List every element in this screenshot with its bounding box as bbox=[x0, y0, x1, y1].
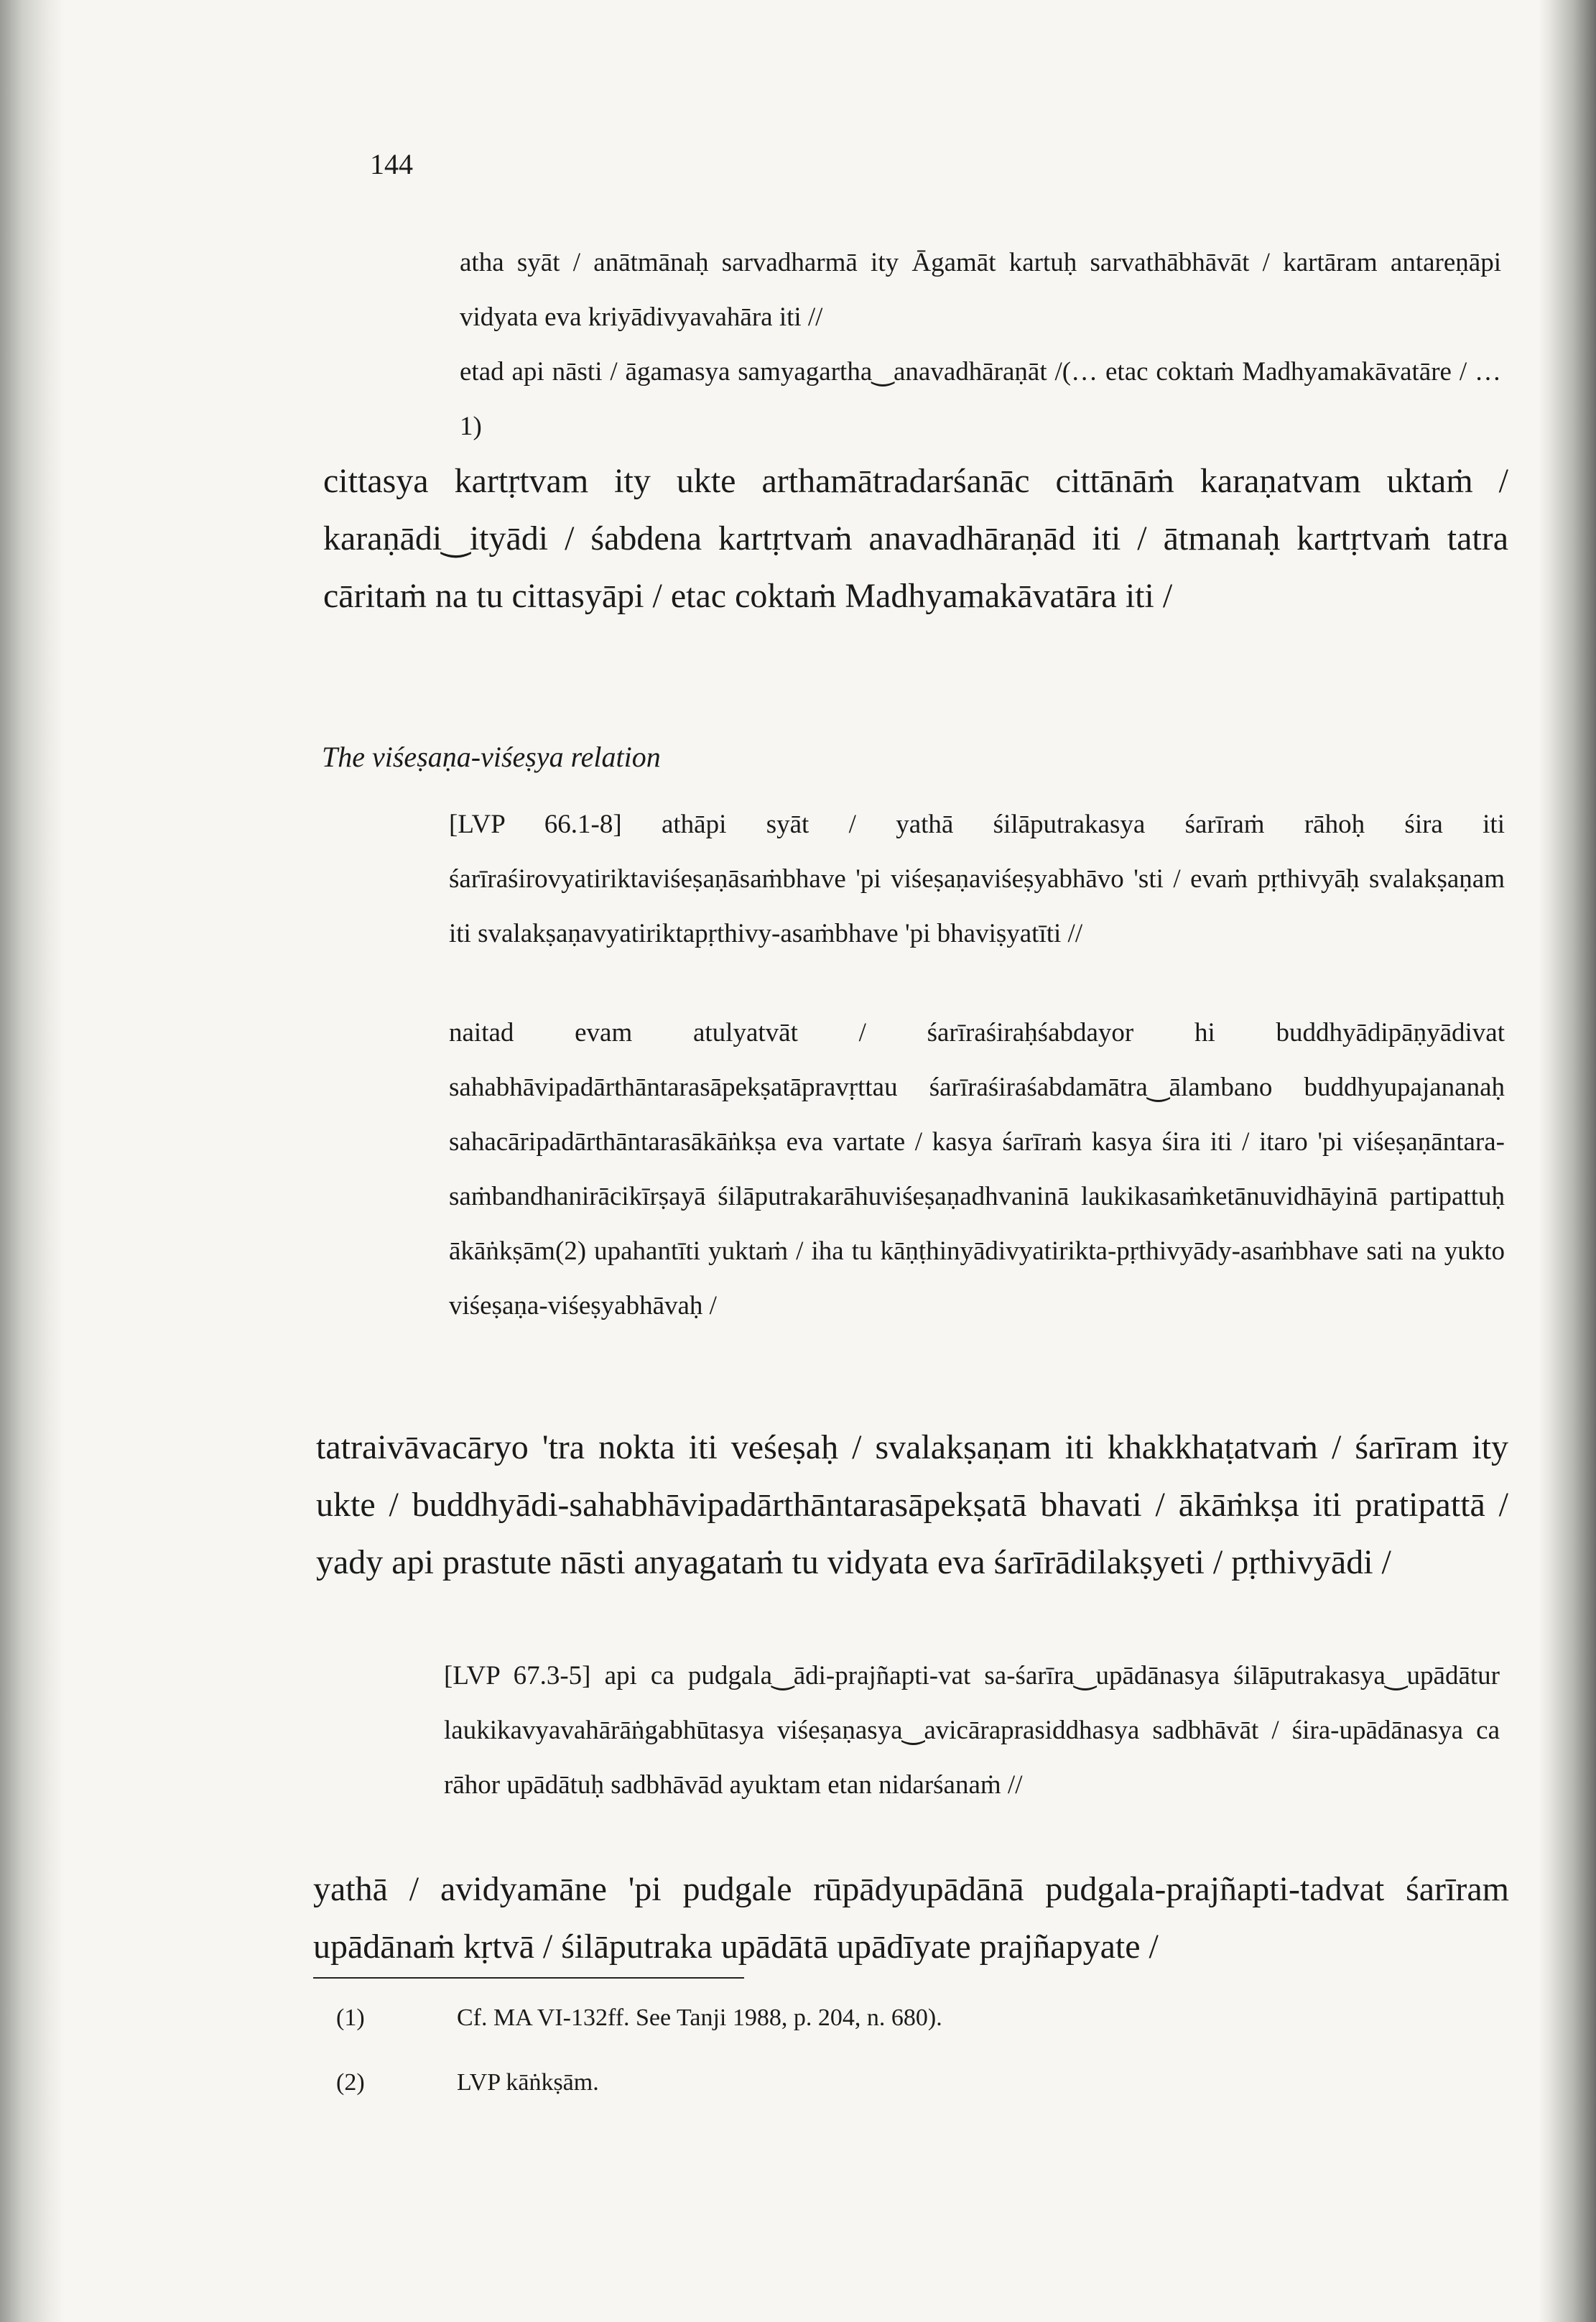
section-heading: The viśeṣaṇa-viśeṣya relation bbox=[322, 741, 661, 773]
paragraph-commentary-2: tatraivāvacāryo 'tra nokta iti veśeṣaḥ / svalakṣaṇam iti khakkhaṭatvaṁ / śarīram ity ukte / buddhyādi-sahabhāvipadārthāntarasāpekṣatā bhavati / ākāṁkṣa iti pratipattā / yady api prastute nāsti anyagataṁ tu vidyata eva śarīrādilakṣyeti / pṛthivyādi / bbox=[316, 1428, 1508, 1581]
paragraph-commentary-3: yathā / avidyamāne 'pi pudgale rūpādyupādānā pudgala-prajñapti-tadvat śarīram upādānaṁ kṛtvā / śilāputraka upādātā upādīyate prajñapyate / bbox=[313, 1870, 1509, 1966]
paragraph-lvp-67: [LVP 67.3-5] api ca pudgala‿ādi-prajñapti-vat sa-śarīra‿upādānasya śilāputrakasya‿upādātur laukikavyavahārāṅgabhūtasya viśeṣaṇasya‿avicāraprasiddhasya sadbhāvāt / śira-upādānasya ca rāhor upādātuḥ sadbhāvād ayuktam etan nidarśanaṁ // bbox=[444, 1661, 1500, 1800]
footnote-rule bbox=[313, 1977, 744, 1979]
paragraph-objection: atha syāt / anātmānaḥ sarvadharmā ity Āgamāt kartuḥ sarvathābhāvāt / kartāram antareṇāpi vidyata eva kriyādivyavahāra iti // bbox=[460, 248, 1501, 332]
scan-edge-right bbox=[1539, 0, 1596, 2322]
paragraph-lvp-66: [LVP 66.1-8] athāpi syāt / yathā śilāputrakasya śarīraṁ rāhoḥ śira iti śarīraśirovyatiriktaviśeṣaṇāsaṁbhave 'pi viśeṣaṇaviśeṣyabhāvo 'sti / evaṁ pṛthivyāḥ svalakṣaṇam iti svalakṣaṇavyatiriktapṛthivy-asaṁbhave 'pi bhaviṣyatīti // bbox=[449, 810, 1505, 948]
footnote-2-text: LVP kāṅkṣām. bbox=[457, 2069, 599, 2096]
paragraph-naitad: naitad evam atulyatvāt / śarīraśiraḥśabdayor hi buddhyādipāṇyādivat sahabhāvipadārthāntarasāpekṣatāpravṛttau śarīraśiraśabdamātra‿ālambano buddhyupajananaḥ sahacāripadārthāntarasākāṅkṣa eva vartate / kasya śarīraṁ kasya śira iti / itaro 'pi viśeṣaṇāntara-saṁbandhanirācikīrṣayā śilāputrakarāhuviśeṣaṇadhvaninā laukikasaṁketānuvidhāyinā partipattuḥ ākāṅkṣām(2) upahantīti yuktaṁ / iha tu kāṇṭhinyādivyatirikta-pṛthivyādy-asaṁbhave sati na yukto viśeṣaṇa-viśeṣyabhāvaḥ / bbox=[449, 1018, 1505, 1320]
footnote-1-text: Cf. MA VI-132ff. See Tanji 1988, p. 204, n. 680). bbox=[457, 2004, 942, 2031]
scan-edge-left bbox=[0, 0, 65, 2322]
footnote-1-number: (1) bbox=[336, 2004, 365, 2031]
paragraph-reply: etad api nāsti / āgamasya samyagartha‿anavadhāraṇāt /(… etac coktaṁ Madhyamakāvatāre / …1) bbox=[460, 357, 1501, 441]
page-number: 144 bbox=[370, 148, 413, 180]
paragraph-commentary-1: cittasya kartṛtvam ity ukte arthamātradarśanāc cittānāṁ karaṇatvam uktaṁ / karaṇādi‿ityādi / śabdena kartṛtvaṁ anavadhāraṇād iti / ātmanaḥ kartṛtvaṁ tatra cāritaṁ na tu cittasyāpi / etac coktaṁ Madhyamakāvatāra iti / bbox=[323, 462, 1508, 615]
footnote-2-number: (2) bbox=[336, 2069, 365, 2096]
